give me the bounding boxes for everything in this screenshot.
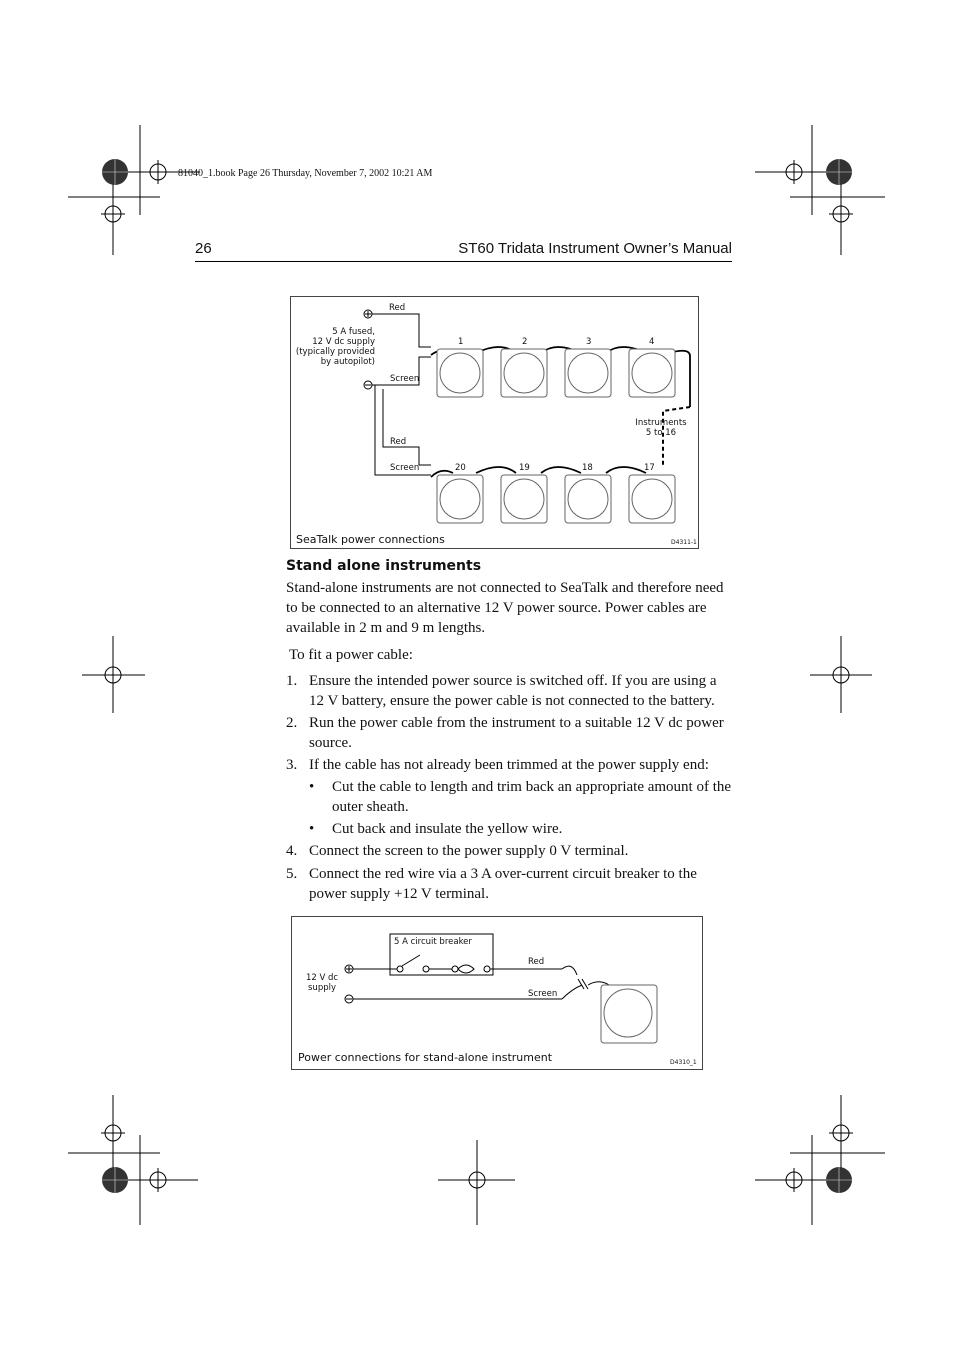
supply-label: 12 V dc supply	[305, 973, 339, 993]
supply-label: 5 A fused, 12 V dc supply (typically provided by autopilot)	[295, 327, 375, 367]
step-number: 1.	[286, 673, 298, 689]
figure-code: D4311-1	[671, 539, 697, 546]
bullet-text: Cut the cable to length and trim back an appropriate amount of the outer sheath.	[332, 779, 732, 815]
step-text: Connect the red wire via a 3 A over-current circuit breaker to the power supply +12 V terminal.	[309, 866, 697, 902]
figure-caption: Power connections for stand-alone instrument	[298, 1051, 553, 1064]
instrument-number: 2	[522, 337, 528, 347]
step-text: Ensure the intended power source is switched off. If you are using a 12 V battery, ensure the power cable is not connected to the battery.	[309, 673, 717, 709]
manual-title: ST60 Tridata Instrument Owner’s Manual	[458, 240, 732, 257]
figure-standalone-diagram	[292, 917, 702, 1069]
figure-seatalk-power	[290, 296, 699, 549]
instrument-number: 17	[644, 463, 655, 473]
bullet-dot: •	[309, 821, 315, 837]
instrument-number: 20	[455, 463, 466, 473]
step-text: If the cable has not already been trimmed at the power supply end:	[309, 757, 709, 773]
page-number: 26	[195, 240, 212, 257]
wire-screen-label: Screen	[528, 989, 558, 999]
instruments-range-label: Instruments 5 to 16	[635, 418, 687, 438]
figure-caption: SeaTalk power connections	[296, 533, 445, 546]
step-text: Run the power cable from the instrument to a suitable 12 V dc power source.	[309, 715, 724, 751]
section-heading: Stand alone instruments	[286, 558, 482, 574]
figure-standalone-power	[291, 916, 703, 1070]
step-number: 2.	[286, 715, 298, 731]
step-number: 3.	[286, 757, 298, 773]
instrument-number: 19	[519, 463, 530, 473]
figure-code: D4310_1	[670, 1059, 697, 1066]
instrument-number: 1	[458, 337, 464, 347]
wire-red-label: Red	[528, 957, 545, 967]
step-text: Connect the screen to the power supply 0 V terminal.	[309, 843, 629, 859]
step-number: 4.	[286, 843, 298, 859]
bullet-dot: •	[309, 779, 315, 795]
wire-red-label: Red	[389, 303, 406, 313]
print-info: 81040_1.book Page 26 Thursday, November 7, 2002 10:21 AM	[178, 168, 433, 179]
wire-screen-label-2: Screen	[390, 463, 420, 473]
header-rule	[195, 261, 732, 262]
breaker-label: 5 A circuit breaker	[394, 937, 472, 947]
wire-red-label-2: Red	[390, 437, 407, 447]
instrument-number: 3	[586, 337, 592, 347]
wire-screen-label: Screen	[390, 374, 420, 384]
lead-in: To fit a power cable:	[289, 647, 413, 663]
instrument-number: 4	[649, 337, 655, 347]
intro-paragraph: Stand-alone instruments are not connected to SeaTalk and therefore need to be connected to an alternative 12 V power source. Power cables are available in 2 m and 9 m lengths.	[286, 580, 724, 636]
standalone-instrument-icon	[601, 985, 657, 1043]
step-number: 5.	[286, 866, 298, 882]
instrument-number: 18	[582, 463, 593, 473]
bullet-text: Cut back and insulate the yellow wire.	[332, 821, 563, 837]
